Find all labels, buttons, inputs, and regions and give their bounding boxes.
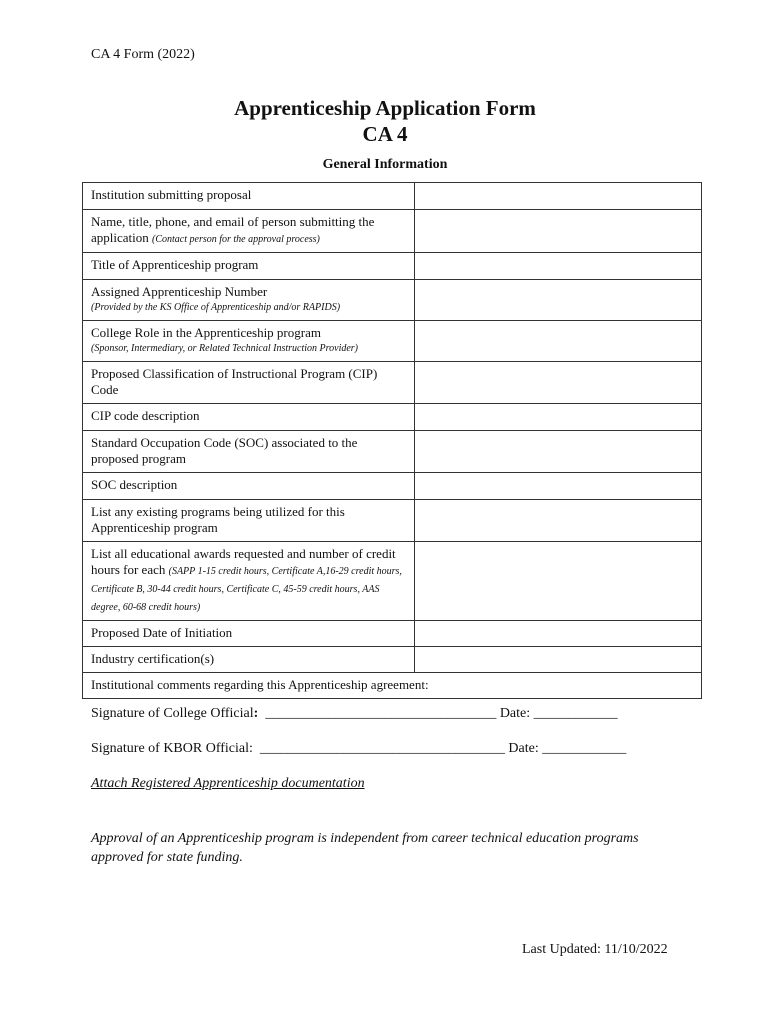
table-row	[83, 621, 702, 647]
soc-description-field[interactable]	[415, 473, 702, 500]
row-label-cell	[83, 253, 415, 280]
table-row	[83, 253, 702, 280]
comments-label: Institutional comments regarding this Apprenticeship agreement:	[91, 677, 429, 692]
table-row	[83, 280, 702, 321]
kbor-signature-line	[91, 741, 626, 757]
kbor-date-field[interactable]: ____________	[542, 741, 627, 756]
row-label: Name, title, phone, and email of person submitting the application	[91, 214, 375, 245]
table-row	[83, 673, 702, 699]
title-block	[0, 95, 770, 173]
row-label-cell	[83, 404, 415, 431]
row-label: CIP code description	[91, 408, 200, 423]
college-date-label: Date:	[499, 706, 531, 721]
comments-cell[interactable]	[83, 673, 702, 699]
college-signature-line	[91, 706, 618, 722]
table-row	[83, 500, 702, 542]
row-label: List all educational awards requested and number of credit hours for each	[91, 546, 396, 577]
row-note: (SAPP 1-15 credit hours, Certificate A,16-29 credit hours, Certificate B, 30-44 credit hours, Certificate C, 45-59 credit hours, AAS degree, 60-68 credit hours)	[91, 566, 402, 613]
row-label-cell	[83, 280, 415, 321]
college-signature-label: Signature of College Official	[91, 706, 254, 721]
row-label: List any existing programs being utilized for this Apprenticeship program	[91, 504, 345, 535]
cip-code-field[interactable]	[415, 362, 702, 404]
table-row	[83, 183, 702, 210]
row-label-cell	[83, 500, 415, 542]
industry-certification-field[interactable]	[415, 647, 702, 673]
row-note: (Sponsor, Intermediary, or Related Technical Instruction Provider)	[91, 343, 359, 354]
row-label: Institution submitting proposal	[91, 187, 252, 202]
table-row	[83, 542, 702, 621]
row-label-cell	[83, 647, 415, 673]
college-date-field[interactable]: ____________	[533, 706, 618, 721]
row-label-cell	[83, 542, 415, 621]
table-row	[83, 473, 702, 500]
existing-programs-field[interactable]	[415, 500, 702, 542]
soc-code-field[interactable]	[415, 431, 702, 473]
attach-documentation-note: Attach Registered Apprenticeship documentation	[91, 776, 365, 791]
kbor-signature-field[interactable]: ___________________________________	[259, 741, 505, 756]
cip-description-field[interactable]	[415, 404, 702, 431]
college-role-field[interactable]	[415, 321, 702, 362]
form-code-title: CA 4	[362, 122, 408, 146]
table-row	[83, 210, 702, 253]
row-note: (Provided by the KS Office of Apprenticeship and/or RAPIDS)	[91, 302, 341, 313]
general-information-table	[82, 182, 702, 699]
table-row	[83, 647, 702, 673]
row-label-cell	[83, 473, 415, 500]
table-row	[83, 321, 702, 362]
institution-field[interactable]	[415, 183, 702, 210]
section-subtitle: General Information	[322, 157, 448, 172]
initiation-date-field[interactable]	[415, 621, 702, 647]
row-label-cell	[83, 210, 415, 253]
row-label: Proposed Classification of Instructional Program (CIP) Code	[91, 366, 378, 397]
row-label-cell	[83, 362, 415, 404]
college-signature-field[interactable]: _________________________________	[265, 706, 497, 721]
row-label: College Role in the Apprenticeship program	[91, 325, 321, 340]
row-label: Standard Occupation Code (SOC) associated to the proposed program	[91, 435, 358, 466]
row-label-cell	[83, 183, 415, 210]
approval-note: Approval of an Apprenticeship program is independent from career technical education programs approved for state funding.	[91, 831, 639, 865]
page-title: Apprenticeship Application Form	[234, 96, 536, 120]
form-header-label: CA 4 Form (2022)	[91, 47, 195, 62]
college-signature-colon: :	[253, 706, 259, 721]
row-note: (Contact person for the approval process)	[152, 234, 320, 245]
educational-awards-field[interactable]	[415, 542, 702, 621]
row-label: SOC description	[91, 477, 178, 492]
contact-person-field[interactable]	[415, 210, 702, 253]
row-label: Industry certification(s)	[91, 651, 215, 666]
kbor-date-label: Date:	[508, 741, 539, 756]
row-label: Title of Apprenticeship program	[91, 257, 259, 272]
kbor-signature-label: Signature of KBOR Official:	[91, 741, 253, 756]
row-label-cell	[83, 321, 415, 362]
last-updated: Last Updated: 11/10/2022	[522, 942, 668, 957]
row-label: Proposed Date of Initiation	[91, 625, 233, 640]
row-label-cell	[83, 621, 415, 647]
table-row	[83, 431, 702, 473]
table-row	[83, 404, 702, 431]
program-title-field[interactable]	[415, 253, 702, 280]
row-label-cell	[83, 431, 415, 473]
table-row	[83, 362, 702, 404]
apprenticeship-number-field[interactable]	[415, 280, 702, 321]
row-label: Assigned Apprenticeship Number	[91, 284, 268, 299]
